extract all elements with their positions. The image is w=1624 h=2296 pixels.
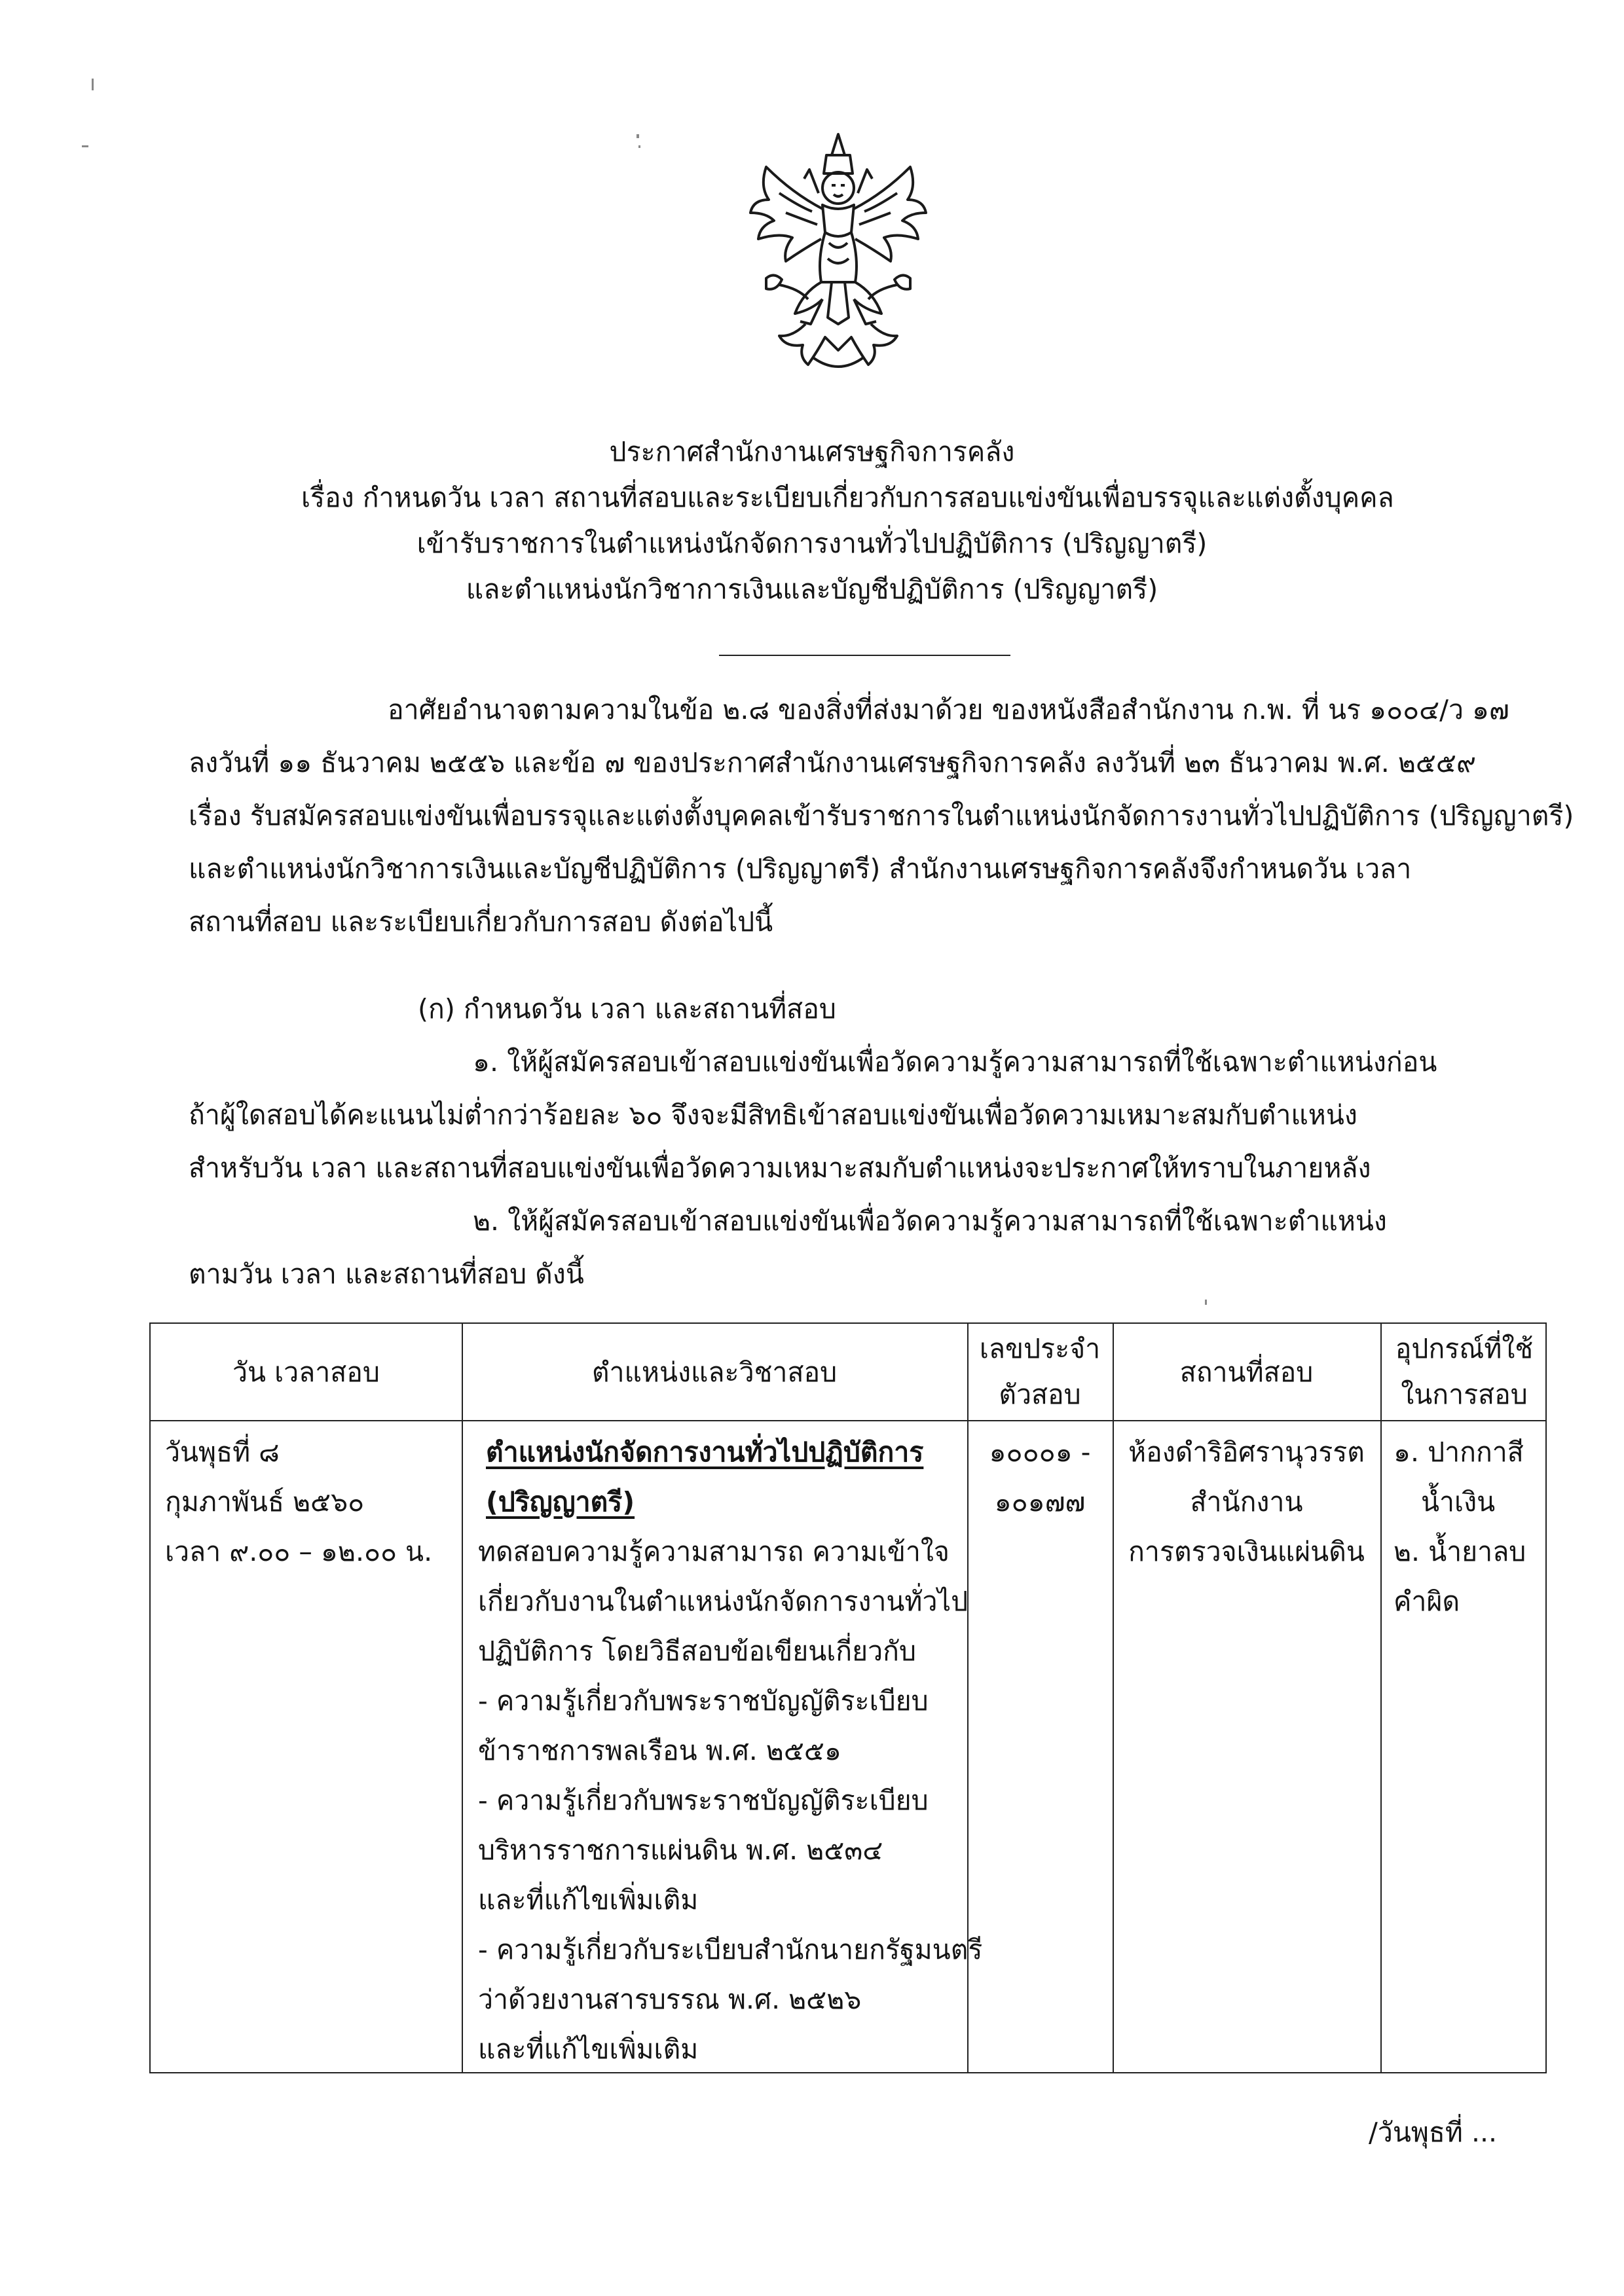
table-column-divider — [1380, 1324, 1382, 2072]
section-a-item2-line2: ตามวัน เวลา และสถานที่สอบ ดังนี้ — [189, 1258, 584, 1290]
intro-line-3: เรื่อง รับสมัครสอบแข่งขันเพื่อบรรจุและแต่งตั้งบุคคลเข้ารับราชการในตำแหน่งนักจัดการงานทั่วไปปฏิบัติการ (ปริญญาตรี) — [189, 800, 1574, 831]
intro-line-2: ลงวันที่ ๑๑ ธันวาคม ๒๕๕๖ และข้อ ๗ ของประกาศสำนักงานเศรษฐกิจการคลัง ลงวันที่ ๒๓ ธันวาคม พ.ศ. ๒๕๕๙ — [189, 747, 1476, 778]
scan-speck — [92, 79, 94, 90]
row1-position-degree: (ปริญญาตรี) — [486, 1486, 635, 1518]
row1-position-desc-line: บริหารราชการแผ่นดิน พ.ศ. ๒๕๓๔ — [478, 1834, 883, 1866]
header-venue: สถานที่สอบ — [1179, 1357, 1314, 1388]
scan-speck — [637, 134, 639, 138]
row1-date-line: เวลา ๙.๐๐ – ๑๒.๐๐ น. — [165, 1536, 433, 1567]
subject-line-2: เข้ารับราชการในตำแหน่งนักจัดการงานทั่วไปปฏิบัติการ (ปริญญาตรี) — [416, 528, 1208, 559]
section-a-item1-line1: ๑. ให้ผู้สมัครสอบเข้าสอบแข่งขันเพื่อวัดความรู้ความสามารถที่ใช้เฉพาะตำแหน่งก่อน — [473, 1046, 1437, 1078]
header-id-line1: เลขประจำ — [979, 1333, 1101, 1364]
row1-date-line: วันพุธที่ ๘ — [165, 1436, 280, 1468]
row1-date-line: กุมภาพันธ์ ๒๕๖๐ — [165, 1486, 365, 1518]
section-a-item1-line2: ถ้าผู้ใดสอบได้คะแนนไม่ต่ำกว่าร้อยละ ๖๐ จึงจะมีสิทธิเข้าสอบแข่งขันเพื่อวัดความเหมาะสมกับตำแหน่ง — [189, 1099, 1357, 1131]
subject-line-1: เรื่อง กำหนดวัน เวลา สถานที่สอบและระเบียบเกี่ยวกับการสอบแข่งขันเพื่อบรรจุและแต่งตั้งบุคคล — [301, 482, 1394, 513]
garuda-emblem — [740, 128, 936, 380]
row1-equipment-line: น้ำเงิน — [1421, 1486, 1496, 1518]
intro-line-4: และตำแหน่งนักวิชาการเงินและบัญชีปฏิบัติการ (ปริญญาตรี) สำนักงานเศรษฐกิจการคลังจึงกำหนดวัน เวลา — [189, 853, 1412, 884]
header-divider — [719, 655, 1010, 656]
intro-line-5: สถานที่สอบ และระเบียบเกี่ยวกับการสอบ ดังต่อไปนี้ — [189, 906, 773, 938]
section-a-heading: (ก) กำหนดวัน เวลา และสถานที่สอบ — [418, 993, 836, 1025]
row1-position-desc-line: ปฏิบัติการ โดยวิธีสอบข้อเขียนเกี่ยวกับ — [478, 1635, 916, 1667]
row1-position-desc-line: ว่าด้วยงานสารบรรณ พ.ศ. ๒๕๒๖ — [478, 1984, 862, 2015]
header-equipment-line2: ในการสอบ — [1401, 1379, 1528, 1410]
row1-position-desc-line: และที่แก้ไขเพิ่มเติม — [478, 2033, 699, 2065]
intro-line-1: อาศัยอำนาจตามความในข้อ ๒.๘ ของสิ่งที่ส่งมาด้วย ของหนังสือสำนักงาน ก.พ. ที่ นร ๑๐๐๔/ว ๑๗ — [388, 694, 1509, 725]
row1-id-line: ๑๐๐๐๑ - — [989, 1436, 1091, 1468]
section-a-item2-line1: ๒. ให้ผู้สมัครสอบเข้าสอบแข่งขันเพื่อวัดความรู้ความสามารถที่ใช้เฉพาะตำแหน่ง — [473, 1205, 1387, 1237]
row1-position-desc-line: - ความรู้เกี่ยวกับพระราชบัญญัติระเบียบ — [478, 1785, 929, 1816]
row1-position-desc-line: ทดสอบความรู้ความสามารถ ความเข้าใจ — [478, 1536, 950, 1567]
row1-position-desc-line: - ความรู้เกี่ยวกับพระราชบัญญัติระเบียบ — [478, 1685, 929, 1717]
announcement-title: ประกาศสำนักงานเศรษฐกิจการคลัง — [609, 436, 1015, 467]
row1-id-line: ๑๐๑๗๗ — [994, 1486, 1086, 1518]
header-id-line2: ตัวสอบ — [999, 1379, 1081, 1410]
row1-equipment-line: คำผิด — [1393, 1586, 1460, 1617]
continuation-note: /วันพุธที่ ... — [1369, 2117, 1498, 2148]
row1-venue-line: ห้องดำริอิศรานุวรรต — [1128, 1436, 1365, 1468]
scan-speck — [1205, 1300, 1207, 1305]
table-header-divider — [151, 1420, 1545, 1421]
row1-position-title: ตำแหน่งนักจัดการงานทั่วไปปฏิบัติการ — [486, 1436, 924, 1468]
scan-speck — [638, 145, 640, 148]
section-a-item1-line3: สำหรับวัน เวลา และสถานที่สอบแข่งขันเพื่อวัดความเหมาะสมกับตำแหน่งจะประกาศให้ทราบในภายหลัง — [189, 1152, 1371, 1184]
exam-schedule-table — [149, 1322, 1547, 2073]
row1-venue-line: สำนักงาน — [1190, 1486, 1303, 1518]
scan-speck — [82, 145, 88, 147]
header-equipment-line1: อุปกรณ์ที่ใช้ — [1395, 1333, 1534, 1364]
row1-position-desc-line: เกี่ยวกับงานในตำแหน่งนักจัดการงานทั่วไป — [478, 1586, 969, 1617]
row1-equipment-line: ๒. น้ำยาลบ — [1393, 1536, 1526, 1567]
table-column-divider — [462, 1324, 463, 2072]
row1-position-desc-line: และที่แก้ไขเพิ่มเติม — [478, 1884, 699, 1916]
row1-equipment-line: ๑. ปากกาสี — [1393, 1436, 1524, 1468]
row1-venue-line: การตรวจเงินแผ่นดิน — [1128, 1536, 1365, 1567]
header-date: วัน เวลาสอบ — [232, 1357, 380, 1388]
row1-position-desc-line: - ความรู้เกี่ยวกับระเบียบสำนักนายกรัฐมนตรี — [478, 1934, 983, 1965]
row1-position-desc-line: ข้าราชการพลเรือน พ.ศ. ๒๕๕๑ — [478, 1735, 841, 1766]
header-position: ตำแหน่งและวิชาสอบ — [591, 1357, 838, 1388]
subject-line-3: และตำแหน่งนักวิชาการเงินและบัญชีปฏิบัติการ (ปริญญาตรี) — [466, 574, 1158, 605]
